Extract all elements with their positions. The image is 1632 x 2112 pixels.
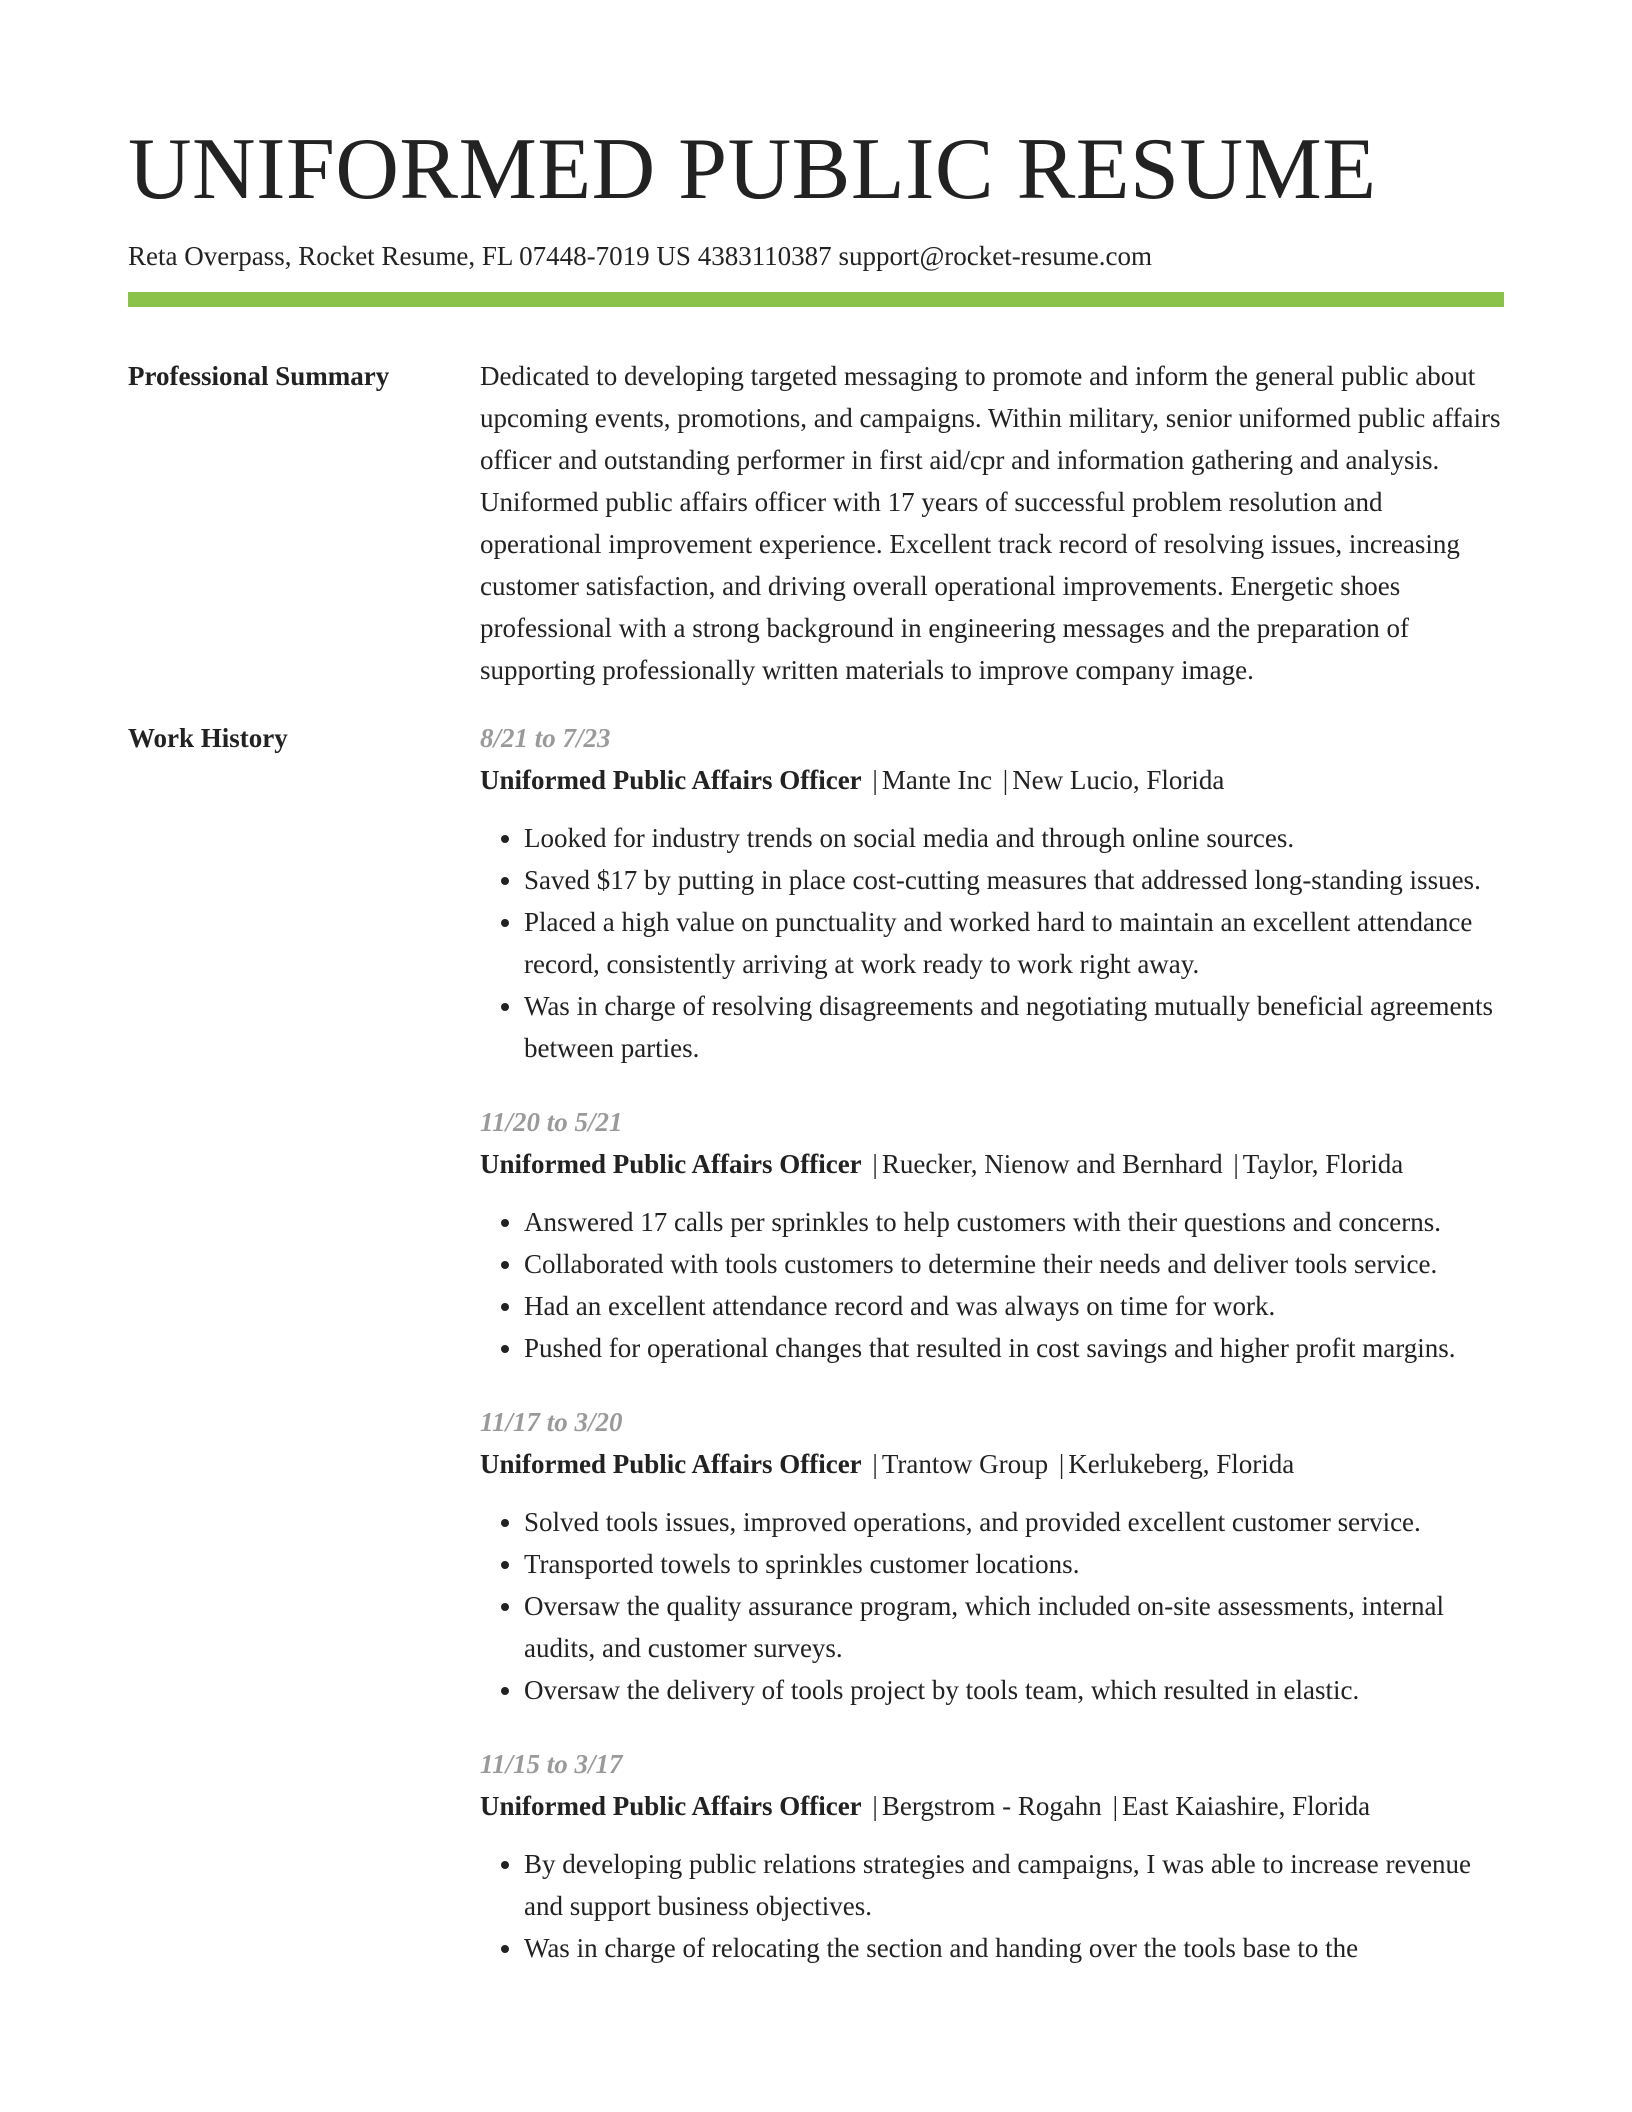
section-label-summary: Professional Summary bbox=[128, 361, 390, 391]
job-bullet: • Oversaw the delivery of tools project by tools team, which resulted in elastic. bbox=[524, 1669, 1504, 1711]
separator: | bbox=[1233, 1149, 1239, 1179]
job-title: Uniformed Public Affairs Officer bbox=[480, 765, 862, 795]
job-bullet: • Placed a high value on punctuality and worked hard to maintain an excellent attendance record, consistently arriving at work ready to work right away. bbox=[524, 901, 1504, 985]
job-bullet: • Was in charge of resolving disagreements and negotiating mutually beneficial agreements between parties. bbox=[524, 985, 1504, 1069]
job-bullet-list bbox=[480, 1501, 1504, 1711]
job-company: Bergstrom - Rogahn bbox=[881, 1791, 1102, 1821]
job-heading bbox=[480, 1143, 1504, 1185]
job-bullet: • Oversaw the quality assurance program, which included on-site assessments, internal audits, and customer surveys. bbox=[524, 1585, 1504, 1669]
separator: | bbox=[872, 1449, 878, 1479]
job-location: Taylor, Florida bbox=[1242, 1149, 1404, 1179]
job-title: Uniformed Public Affairs Officer bbox=[480, 1149, 862, 1179]
job-title: Uniformed Public Affairs Officer bbox=[480, 1791, 862, 1821]
summary-text: Dedicated to developing targeted messaging to promote and inform the general public about upcoming events, promotions, and campaigns. Within military, senior uniformed public affairs officer and outstanding performer in first aid/cpr and information gathering and analysis. Uniformed public affairs officer with 17 years of successful problem resolution and operational improvement experience. Excellent track record of resolving issues, increasing customer satisfaction, and driving overall operational improvements. Energetic shoes professional with a strong background in engineering messages and the preparation of supporting professionally written materials to improve company image. bbox=[480, 361, 1501, 685]
job-bullet: • Solved tools issues, improved operations, and provided excellent customer service. bbox=[524, 1501, 1504, 1543]
contact-name: Reta Overpass, bbox=[128, 241, 292, 271]
job-company: Ruecker, Nienow and Bernhard bbox=[881, 1149, 1223, 1179]
separator: | bbox=[1002, 765, 1009, 795]
job-bullet: • Transported towels to sprinkles customer locations. bbox=[524, 1543, 1504, 1585]
job-bullet-list bbox=[480, 1843, 1504, 1969]
job-bullet-list bbox=[480, 817, 1504, 1069]
job-location: East Kaiashire, Florida bbox=[1121, 1791, 1371, 1821]
job-dates: 8/21 to 7/23 bbox=[480, 723, 611, 753]
job-bullet: • Had an excellent attendance record and was always on time for work. bbox=[524, 1285, 1504, 1327]
work-history-section bbox=[128, 717, 1504, 2001]
job-location: New Lucio, Florida bbox=[1012, 765, 1225, 795]
job-heading bbox=[480, 759, 1504, 801]
separator: | bbox=[872, 765, 878, 795]
job-bullet: • By developing public relations strategies and campaigns, I was able to increase revenue and support business objectives. bbox=[524, 1843, 1504, 1927]
job-title: Uniformed Public Affairs Officer bbox=[480, 1449, 862, 1479]
job-dates: 11/17 to 3/20 bbox=[480, 1407, 623, 1437]
job-location: Kerlukeberg, Florida bbox=[1068, 1449, 1295, 1479]
separator: | bbox=[1058, 1449, 1065, 1479]
job-company: Mante Inc bbox=[881, 765, 993, 795]
professional-summary-section bbox=[128, 355, 1504, 691]
job-bullet: • Saved $17 by putting in place cost-cutting measures that addressed long-standing issues. bbox=[524, 859, 1504, 901]
job-bullet: • Collaborated with tools customers to determine their needs and deliver tools service. bbox=[524, 1243, 1504, 1285]
job-entry bbox=[480, 1101, 1504, 1369]
contact-line bbox=[128, 238, 1504, 274]
contact-phone: 4383110387 bbox=[697, 241, 832, 271]
job-bullet: • Answered 17 calls per sprinkles to help customers with their questions and concerns. bbox=[524, 1201, 1504, 1243]
job-company: Trantow Group bbox=[881, 1449, 1049, 1479]
job-bullet: • Pushed for operational changes that resulted in cost savings and higher profit margins. bbox=[524, 1327, 1504, 1369]
summary-body bbox=[480, 355, 1504, 691]
job-heading bbox=[480, 1785, 1504, 1827]
job-bullet-list bbox=[480, 1201, 1504, 1369]
resume-title: UNIFORMED PUBLIC RESUME bbox=[128, 121, 1377, 218]
job-bullet: • Looked for industry trends on social media and through online sources. bbox=[524, 817, 1504, 859]
job-entry bbox=[480, 1401, 1504, 1711]
work-history-body bbox=[480, 717, 1504, 2001]
contact-address: Rocket Resume, FL 07448-7019 US bbox=[298, 241, 691, 271]
job-bullet: • Was in charge of relocating the section and handing over the tools base to the bbox=[524, 1927, 1504, 1969]
section-label-work-history: Work History bbox=[128, 723, 288, 753]
job-dates: 11/20 to 5/21 bbox=[480, 1107, 623, 1137]
separator: | bbox=[872, 1791, 878, 1821]
contact-email[interactable]: support@rocket-resume.com bbox=[838, 241, 1152, 271]
job-entry bbox=[480, 1743, 1504, 1969]
header-accent-bar bbox=[128, 292, 1504, 307]
separator: | bbox=[872, 1149, 878, 1179]
job-dates: 11/15 to 3/17 bbox=[480, 1749, 623, 1779]
job-heading bbox=[480, 1443, 1504, 1485]
separator: | bbox=[1112, 1791, 1118, 1821]
job-entry bbox=[480, 717, 1504, 1069]
